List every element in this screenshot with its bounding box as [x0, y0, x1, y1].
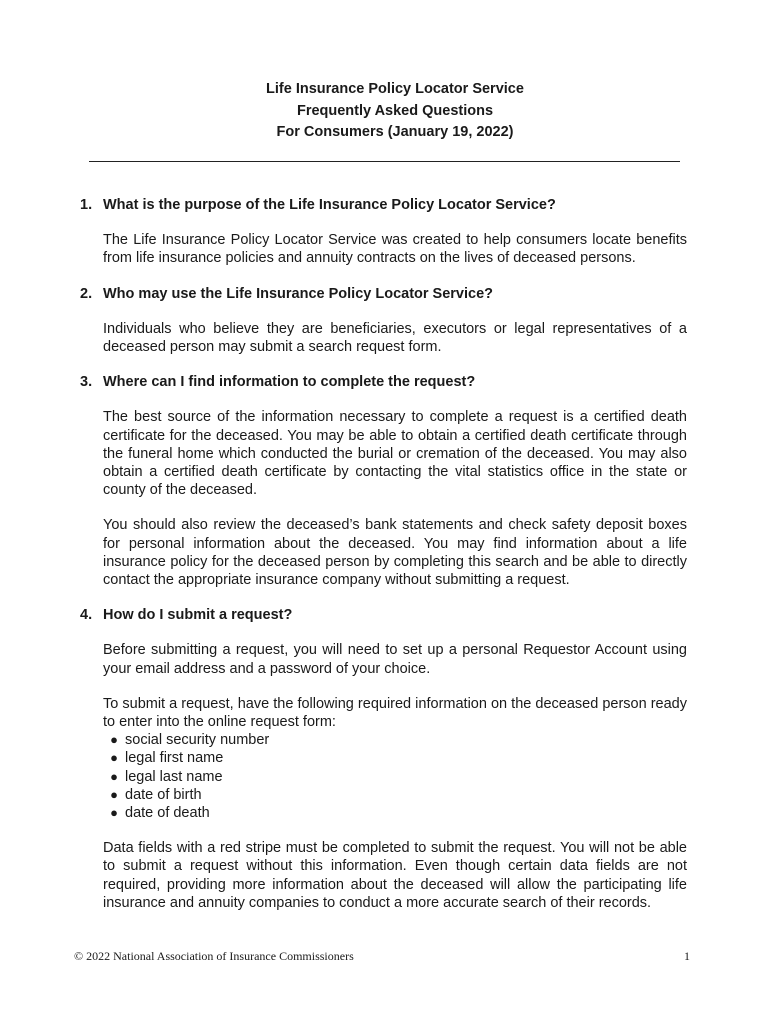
- header-divider: [89, 161, 680, 162]
- question-number: 1.: [80, 197, 93, 213]
- question-text: What is the purpose of the Life Insurance Policy Locator Service?: [103, 197, 556, 213]
- list-item: ● date of birth: [103, 786, 687, 804]
- question-text: Who may use the Life Insurance Policy Locator Service?: [103, 285, 494, 302]
- page-footer: [74, 949, 690, 964]
- faq-answer-4-paragraph-3: Data fields with a red stripe must be completed to submit the request. You will not be able to submit a request without this information. Even though certain data fields are not required, providing more information about the deceased will allow the participating life insurance and annuity companies to conduct a more accurate search of their records.: [103, 840, 687, 911]
- faq-answer-3-paragraph-2: You should also review the deceased’s bank statements and check safety deposit boxes for personal information about the deceased. You may find information about a life insurance policy for the deceased person by completing this search and be able to directly contact the appropriate insurance company without submitting a request.: [103, 517, 687, 589]
- required-info-list: [103, 731, 687, 822]
- list-item: ● social security number: [103, 731, 687, 749]
- bullet-icon: ●: [110, 805, 118, 821]
- faq-answer-1: The Life Insurance Policy Locator Service was created to help consumers locate benefits from life insurance policies and annuity contracts on the lives of deceased persons.: [103, 232, 687, 267]
- list-item: ● date of death: [103, 804, 687, 822]
- question-number: 2.: [80, 285, 93, 302]
- bullet-icon: ●: [110, 732, 118, 748]
- question-text: Where can I find information to complete the request?: [103, 374, 476, 391]
- list-item: ● legal last name: [103, 768, 687, 786]
- faq-question-1: [80, 196, 687, 214]
- faq-question-3: [80, 373, 687, 391]
- list-item: ● legal first name: [103, 749, 687, 767]
- document-header: [0, 79, 768, 144]
- faq-answer-4-paragraph-2: To submit a request, have the following required information on the deceased person ready to enter into the online request form:: [103, 695, 687, 731]
- faq-question-2: [80, 285, 687, 303]
- header-subtitle: Frequently Asked Questions: [296, 102, 494, 119]
- faq-answer-4-paragraph-1: Before submitting a request, you will need to set up a personal Requestor Account using your email address and a password of your choice.: [103, 642, 687, 677]
- bullet-icon: ●: [110, 750, 118, 766]
- page-number: 1: [684, 949, 690, 963]
- faq-section: [80, 196, 687, 912]
- header-title: Life Insurance Policy Locator Service: [266, 81, 524, 97]
- faq-question-4: [80, 606, 687, 624]
- faq-answer-3-paragraph-1: The best source of the information necessary to complete a request is a certified death certificate for the deceased. You may be able to obtain a certified death certificate through the funeral home which conducted the burial or cremation of the deceased. You may also obtain a certified death certificate by contacting the vital statistics office in the state or county of the deceased.: [103, 409, 687, 499]
- question-text: How do I submit a request?: [103, 607, 293, 624]
- bullet-icon: ●: [110, 768, 118, 784]
- footer-copyright: © 2022 National Association of Insurance Commissioners: [74, 949, 354, 963]
- bullet-icon: ●: [110, 786, 118, 802]
- faq-answer-2: Individuals who believe they are beneficiaries, executors or legal representatives of a deceased person may submit a search request form.: [103, 320, 687, 356]
- question-number: 3.: [80, 374, 93, 391]
- header-audience-date: For Consumers (January 19, 2022): [276, 124, 514, 140]
- question-number: 4.: [80, 607, 93, 624]
